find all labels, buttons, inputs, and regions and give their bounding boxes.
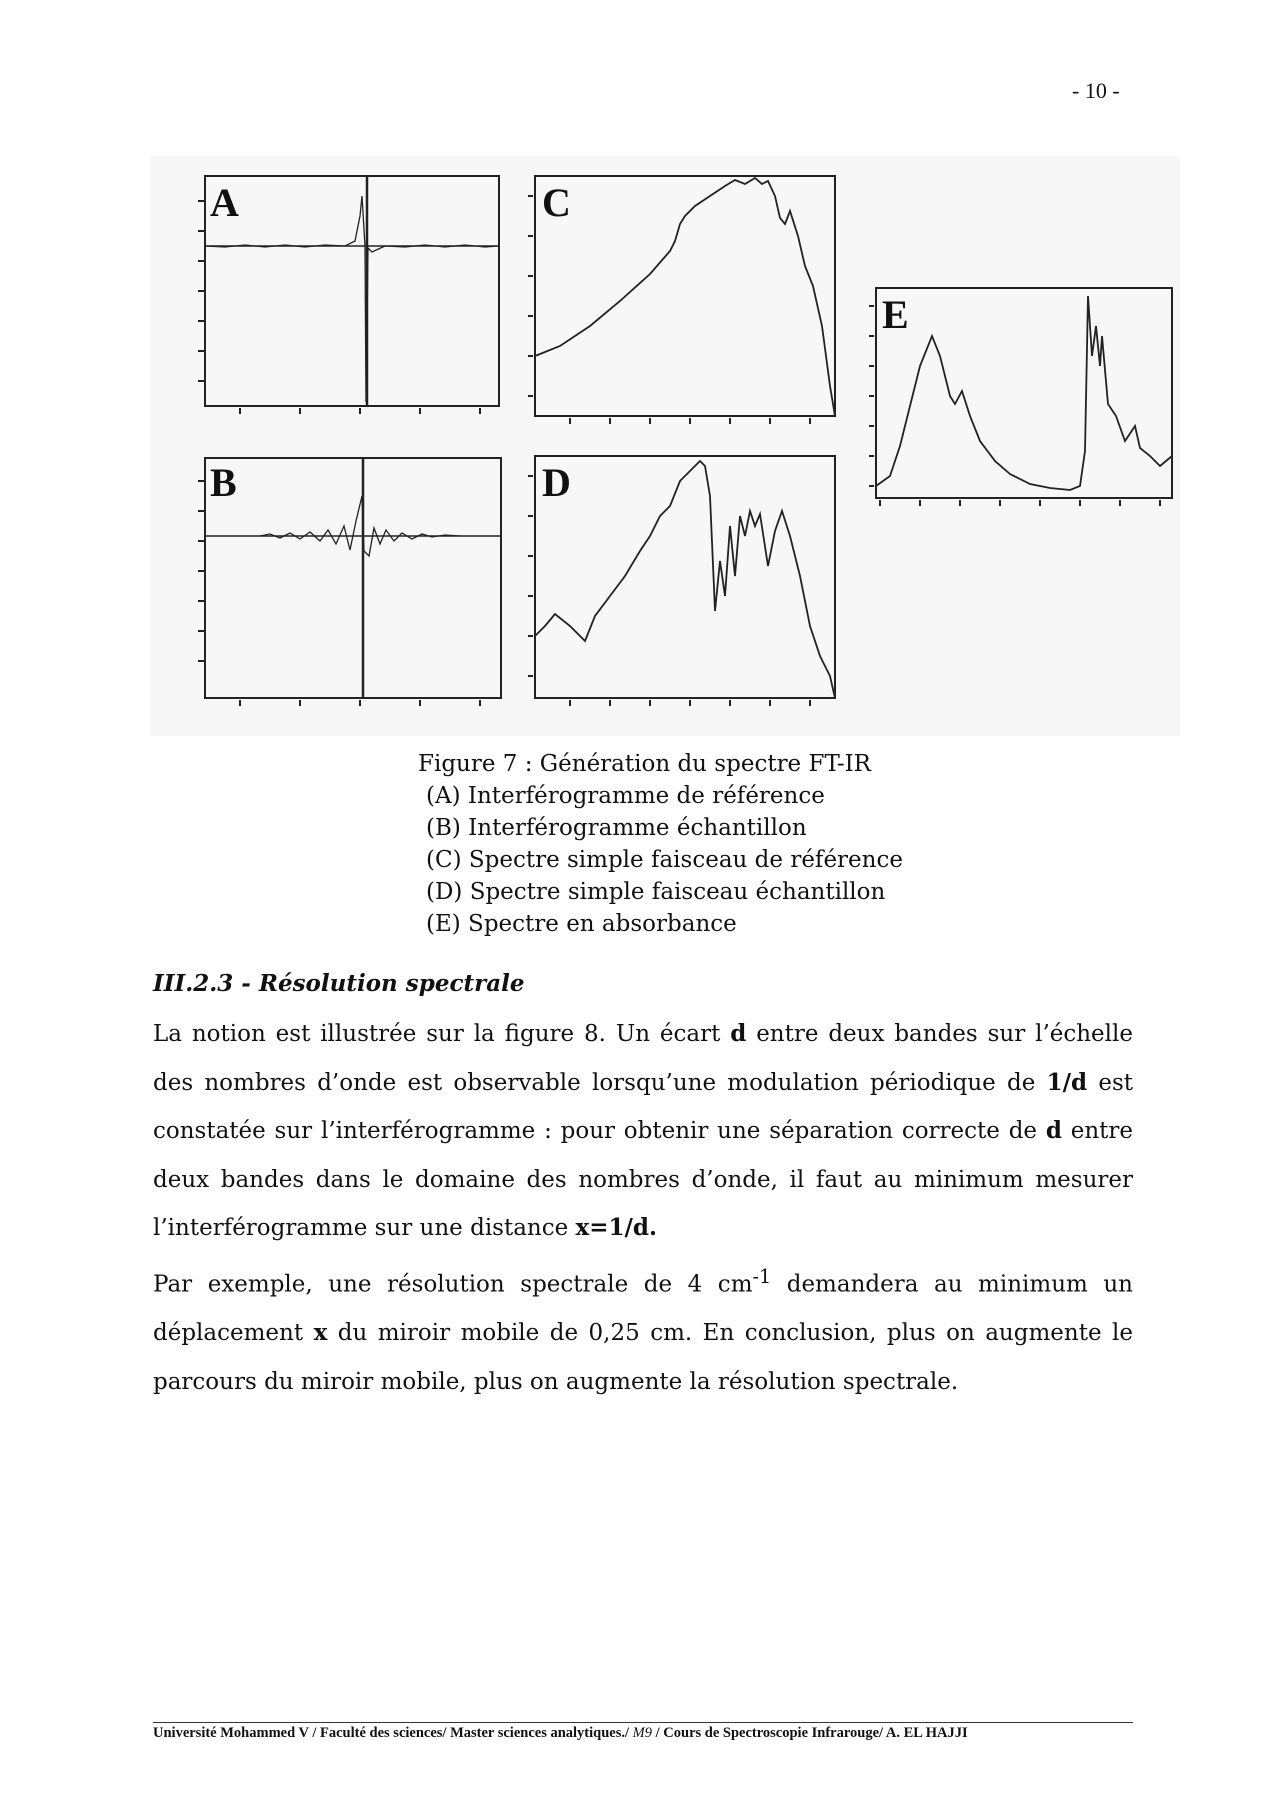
bold-d: d: [1045, 1117, 1062, 1144]
caption-text: Spectre simple faisceau échantillon: [462, 879, 886, 905]
caption-text: Interférogramme échantillon: [460, 815, 807, 841]
footer-part2: / Cours de Spectroscopie Infrarouge/ A. EL HAJJI: [652, 1725, 968, 1741]
bold-x: x: [313, 1319, 328, 1347]
panel-a-trace: [205, 196, 499, 402]
caption-key: (A): [426, 783, 461, 809]
text-run: entre deux bandes dans le domaine des nombres d’onde, il faut au minimum mesurer l’interférogramme sur une distance: [153, 1118, 1133, 1241]
panel-d-frame: [535, 456, 835, 698]
bold-d: d: [730, 1020, 747, 1047]
bold-inverse-d: 1/d: [1046, 1068, 1088, 1096]
figure-7: [150, 156, 1180, 736]
text-run: La notion est illustrée sur la figure 8. Un écart: [153, 1021, 731, 1047]
panel-b-letter: B: [210, 460, 237, 505]
caption-item-e: [418, 908, 903, 940]
panel-b-trace: [260, 496, 460, 556]
panel-d-letter: D: [542, 460, 571, 505]
caption-key: (D): [426, 879, 463, 905]
caption-key: (E): [426, 911, 461, 937]
caption-title: Figure 7 : Génération du spectre FT-IR: [418, 751, 871, 777]
figure-ticks: [198, 196, 1160, 706]
panel-a-letter: A: [210, 180, 239, 225]
panel-e-trace: [876, 296, 1172, 490]
figure-7-panels: [150, 156, 1180, 736]
bold-equation: x=1/d.: [575, 1214, 658, 1241]
paragraph-resolution-example: [153, 1253, 1133, 1406]
panel-e: [876, 288, 1172, 498]
panel-c-letter: C: [542, 180, 571, 225]
text-run: demandera au minimum un déplacement: [153, 1271, 1133, 1347]
caption-text: Spectre en absorbance: [460, 911, 737, 937]
caption-item-b: [418, 812, 903, 844]
panel-b-frame: [205, 458, 501, 698]
caption-item-c: [418, 844, 903, 876]
caption-text: Spectre simple faisceau de référence: [461, 847, 903, 873]
figure-caption: [418, 748, 903, 940]
panel-e-letter: E: [882, 292, 909, 337]
panel-b: [205, 458, 501, 698]
panel-a-frame: [205, 176, 499, 406]
text-run: du miroir mobile de 0,25 cm. En conclusion, plus on augmente le parcours du miroir mobile, plus on augmente la résolution spectrale.: [153, 1320, 1133, 1395]
panel-e-frame: [876, 288, 1172, 498]
caption-key: (C): [426, 847, 462, 873]
superscript: -1: [752, 1265, 772, 1288]
section-heading: III.2.3 - Résolution spectrale: [153, 970, 525, 997]
paragraph-resolution-concept: [153, 1010, 1133, 1253]
caption-text: Interférogramme de référence: [460, 783, 825, 809]
panel-d-trace: [535, 461, 835, 698]
text-run: entre deux bandes sur l’échelle des nombres d’onde est observable lorsqu’une modulation périodique de: [153, 1021, 1133, 1096]
footer-rule: [153, 1722, 1133, 1723]
caption-item-d: [418, 876, 903, 908]
text-run: est constatée sur l’interférogramme : pour obtenir une séparation correcte de: [153, 1069, 1133, 1144]
caption-key: (B): [426, 815, 461, 841]
panel-a: [205, 176, 499, 406]
panel-c-trace: [535, 178, 835, 416]
panel-c: [535, 176, 835, 416]
caption-item-a: [418, 780, 903, 812]
page-footer: [153, 1725, 1133, 1742]
footer-part1: Université Mohammed V / Faculté des sciences/ Master sciences analytiques./: [153, 1725, 633, 1741]
text-run: Par exemple, une résolution spectrale de 4 cm: [153, 1271, 753, 1298]
page-number: - 10 -: [1072, 78, 1120, 103]
footer-module: M9: [632, 1725, 652, 1741]
panel-d: [535, 456, 835, 698]
